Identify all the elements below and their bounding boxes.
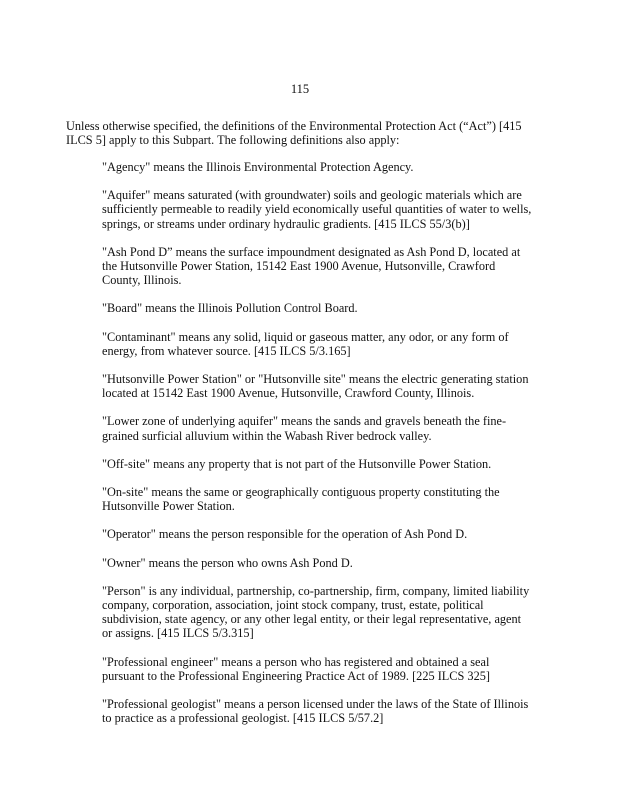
definition-agency: "Agency" means the Illinois Environmental Protection Agency. xyxy=(102,160,414,174)
definition-operator: "Operator" means the person responsible for the operation of Ash Pond D. xyxy=(102,527,468,542)
page-number: 115 xyxy=(290,82,310,96)
definition-lower-zone-aquifer: "Lower zone of underlying aquifer" means the sands and gravels beneath the fine-grained surficial alluvium within the Wabash River bedrock valley. xyxy=(102,414,507,443)
definitions-list xyxy=(102,160,534,739)
definition-off-site: "Off-site" means any property that is not part of the Hutsonville Power Station. xyxy=(102,456,492,471)
definition-person: "Person" is any individual, partnership, co-partnership, firm, company, limited liability company, corporation, association, joint stock company, trust, estate, political subdivision, state agency, or any other legal entity, or their legal representative, agent or assigns. [415 ILCS 5/3.315] xyxy=(102,583,530,641)
definition-on-site: "On-site" means the same or geographically contiguous property constituting the Hutsonville Power Station. xyxy=(102,485,500,514)
intro-paragraph: Unless otherwise specified, the definitions of the Environmental Protection Act (“Act”) [415 ILCS 5] apply to this Subpart. The following definitions also apply: xyxy=(66,119,522,148)
definition-board: "Board" means the Illinois Pollution Control Board. xyxy=(102,301,358,316)
definition-professional-engineer: "Professional engineer" means a person who has registered and obtained a seal pursuant to the Professional Engineering Practice Act of 1989. [225 ILCS 325] xyxy=(102,654,490,683)
definition-aquifer: "Aquifer" means saturated (with groundwater) soils and geologic materials which are sufficiently permeable to readily yield economically useful quantities of water to wells, springs, or streams under ordinary hydraulic gradients. [415 ILCS 55/3(b)] xyxy=(102,188,532,231)
definition-ash-pond-d: "Ash Pond D” means the surface impoundment designated as Ash Pond D, located at the Hutsonville Power Station, 15142 East 1900 Avenue, Hutsonville, Crawford County, Illinois. xyxy=(102,244,521,288)
definition-hutsonville-power-station: "Hutsonville Power Station" or "Hutsonville site" means the electric generating station located at 15142 East 1900 Avenue, Hutsonville, Crawford County, Illinois. xyxy=(102,372,529,401)
definition-contaminant: "Contaminant" means any solid, liquid or gaseous matter, any odor, or any form of energy, from whatever source. [415 ILCS 5/3.165] xyxy=(102,329,509,358)
definition-owner: "Owner" means the person who owns Ash Pond D. xyxy=(102,555,353,570)
definition-professional-geologist: "Professional geologist" means a person licensed under the laws of the State of Illinois to practice as a professional geologist. [415 ILCS 5/57.2] xyxy=(102,697,529,726)
